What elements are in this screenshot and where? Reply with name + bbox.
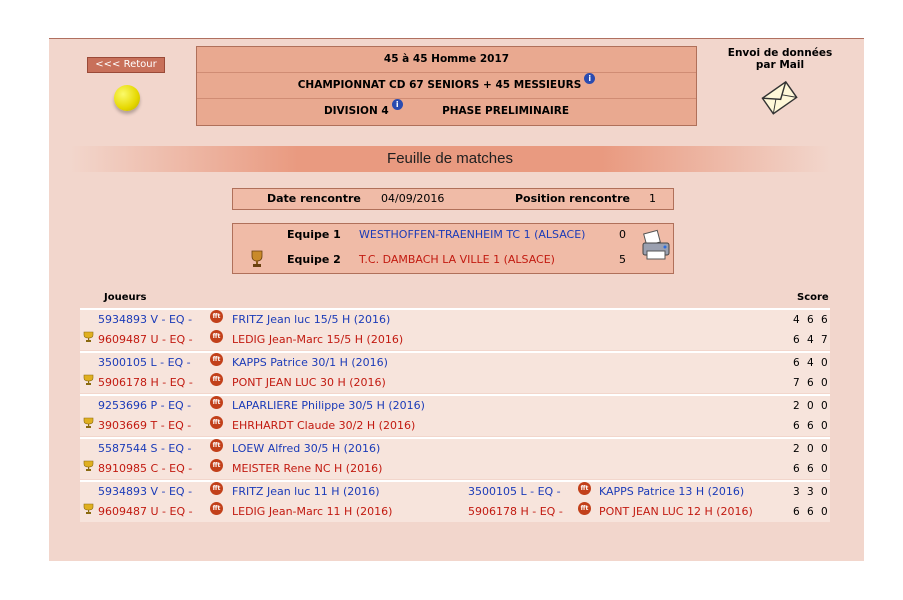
match-player-row xyxy=(80,439,830,459)
page-title: Feuille de matches xyxy=(387,150,513,167)
trophy-icon xyxy=(250,250,264,268)
position-value: 1 xyxy=(649,192,656,205)
position-label: Position rencontre xyxy=(515,192,630,205)
fft-logo-icon: fft xyxy=(210,330,223,343)
division-label: DIVISION 4 xyxy=(323,105,389,117)
match-player-row xyxy=(80,396,830,416)
set-scores: 6 6 0 xyxy=(793,463,830,475)
player-license: 5587544 S - EQ - xyxy=(98,442,192,455)
player-license: 8910985 C - EQ - xyxy=(98,462,193,475)
info-icon[interactable]: i xyxy=(392,99,403,110)
trophy-icon xyxy=(83,460,94,472)
fft-logo-icon: fft xyxy=(210,416,223,429)
competition-header xyxy=(196,46,697,126)
player-name[interactable]: FRITZ Jean luc 15/5 H (2016) xyxy=(232,313,391,326)
trophy-icon xyxy=(83,417,94,429)
fft-logo-icon: fft xyxy=(210,502,223,515)
partner-name[interactable]: PONT JEAN LUC 12 H (2016) xyxy=(599,505,753,518)
meeting-info xyxy=(232,188,674,210)
trophy-icon xyxy=(83,331,94,343)
team1-name[interactable]: WESTHOFFEN-TRAENHEIM TC 1 (ALSACE) xyxy=(359,228,586,241)
match-player-row xyxy=(80,416,830,436)
fft-logo-icon: fft xyxy=(210,353,223,366)
fft-logo-icon: fft xyxy=(578,502,591,515)
player-license: 3500105 L - EQ - xyxy=(98,356,191,369)
championship-name: CHAMPIONNAT CD 67 SENIORS + 45 MESSIEURSi xyxy=(197,73,696,99)
player-name[interactable]: LEDIG Jean-Marc 11 H (2016) xyxy=(232,505,393,518)
partner-license: 3500105 L - EQ - xyxy=(468,485,561,498)
partner-license: 5906178 H - EQ - xyxy=(468,505,563,518)
set-scores: 6 4 0 xyxy=(793,357,830,369)
tennis-ball-icon xyxy=(114,85,140,111)
set-scores: 2 0 0 xyxy=(793,443,830,455)
team2-label: Equipe 2 xyxy=(287,253,341,266)
set-scores: 6 6 0 xyxy=(793,506,830,518)
player-name[interactable]: LOEW Alfred 30/5 H (2016) xyxy=(232,442,381,455)
fft-logo-icon: fft xyxy=(210,459,223,472)
player-name[interactable]: PONT JEAN LUC 30 H (2016) xyxy=(232,376,386,389)
phase-label: PHASE PRELIMINAIRE xyxy=(442,105,570,117)
title-band xyxy=(70,146,830,172)
set-scores: 2 0 0 xyxy=(793,400,830,412)
player-name[interactable]: KAPPS Patrice 30/1 H (2016) xyxy=(232,356,388,369)
envelope-icon[interactable] xyxy=(760,78,798,116)
player-name[interactable]: LAPARLIERE Philippe 30/5 H (2016) xyxy=(232,399,425,412)
player-license: 5934893 V - EQ - xyxy=(98,485,193,498)
match-block xyxy=(80,480,830,522)
player-license: 5906178 H - EQ - xyxy=(98,376,193,389)
set-scores: 7 6 0 xyxy=(793,377,830,389)
fft-logo-icon: fft xyxy=(210,396,223,409)
fft-logo-icon: fft xyxy=(210,310,223,323)
player-name[interactable]: MEISTER Rene NC H (2016) xyxy=(232,462,383,475)
match-player-row xyxy=(80,310,830,330)
set-scores: 3 3 0 xyxy=(793,486,830,498)
team1-score: 0 xyxy=(619,228,626,241)
mail-send-label[interactable]: Envoi de données par Mail xyxy=(727,47,833,71)
match-player-row xyxy=(80,459,830,479)
team2-score: 5 xyxy=(619,253,626,266)
player-license: 5934893 V - EQ - xyxy=(98,313,193,326)
match-player-row xyxy=(80,330,830,350)
fft-logo-icon: fft xyxy=(578,482,591,495)
printer-icon[interactable] xyxy=(639,229,673,263)
date-value: 04/09/2016 xyxy=(381,192,445,205)
player-license: 9253696 P - EQ - xyxy=(98,399,192,412)
player-name[interactable]: EHRHARDT Claude 30/2 H (2016) xyxy=(232,419,416,432)
match-block xyxy=(80,308,830,350)
division-phase xyxy=(197,99,696,124)
trophy-icon xyxy=(83,503,94,515)
set-scores: 6 6 0 xyxy=(793,420,830,432)
teams-box xyxy=(232,223,674,274)
player-license: 3903669 T - EQ - xyxy=(98,419,192,432)
fft-logo-icon: fft xyxy=(210,439,223,452)
player-name[interactable]: LEDIG Jean-Marc 15/5 H (2016) xyxy=(232,333,404,346)
match-player-row xyxy=(80,373,830,393)
set-scores: 4 6 6 xyxy=(793,314,830,326)
match-player-row xyxy=(80,482,830,502)
match-player-row xyxy=(80,502,830,522)
date-label: Date rencontre xyxy=(267,192,361,205)
fft-logo-icon: fft xyxy=(210,373,223,386)
match-block xyxy=(80,437,830,479)
team1-row xyxy=(233,225,673,245)
fft-logo-icon: fft xyxy=(210,482,223,495)
team2-name[interactable]: T.C. DAMBACH LA VILLE 1 (ALSACE) xyxy=(359,253,555,266)
team2-row xyxy=(233,250,673,270)
player-name[interactable]: FRITZ Jean luc 11 H (2016) xyxy=(232,485,380,498)
match-block xyxy=(80,351,830,393)
score-header: Score xyxy=(797,292,829,303)
back-button[interactable]: <<< Retour xyxy=(87,57,165,73)
trophy-icon xyxy=(83,374,94,386)
players-header: Joueurs xyxy=(104,292,147,303)
match-player-row xyxy=(80,353,830,373)
player-license: 9609487 U - EQ - xyxy=(98,505,193,518)
player-license: 9609487 U - EQ - xyxy=(98,333,193,346)
info-icon[interactable]: i xyxy=(584,73,595,84)
partner-name[interactable]: KAPPS Patrice 13 H (2016) xyxy=(599,485,745,498)
match-block xyxy=(80,394,830,436)
competition-category: 45 à 45 Homme 2017 xyxy=(197,47,696,73)
set-scores: 6 4 7 xyxy=(793,334,830,346)
team1-label: Equipe 1 xyxy=(287,228,341,241)
